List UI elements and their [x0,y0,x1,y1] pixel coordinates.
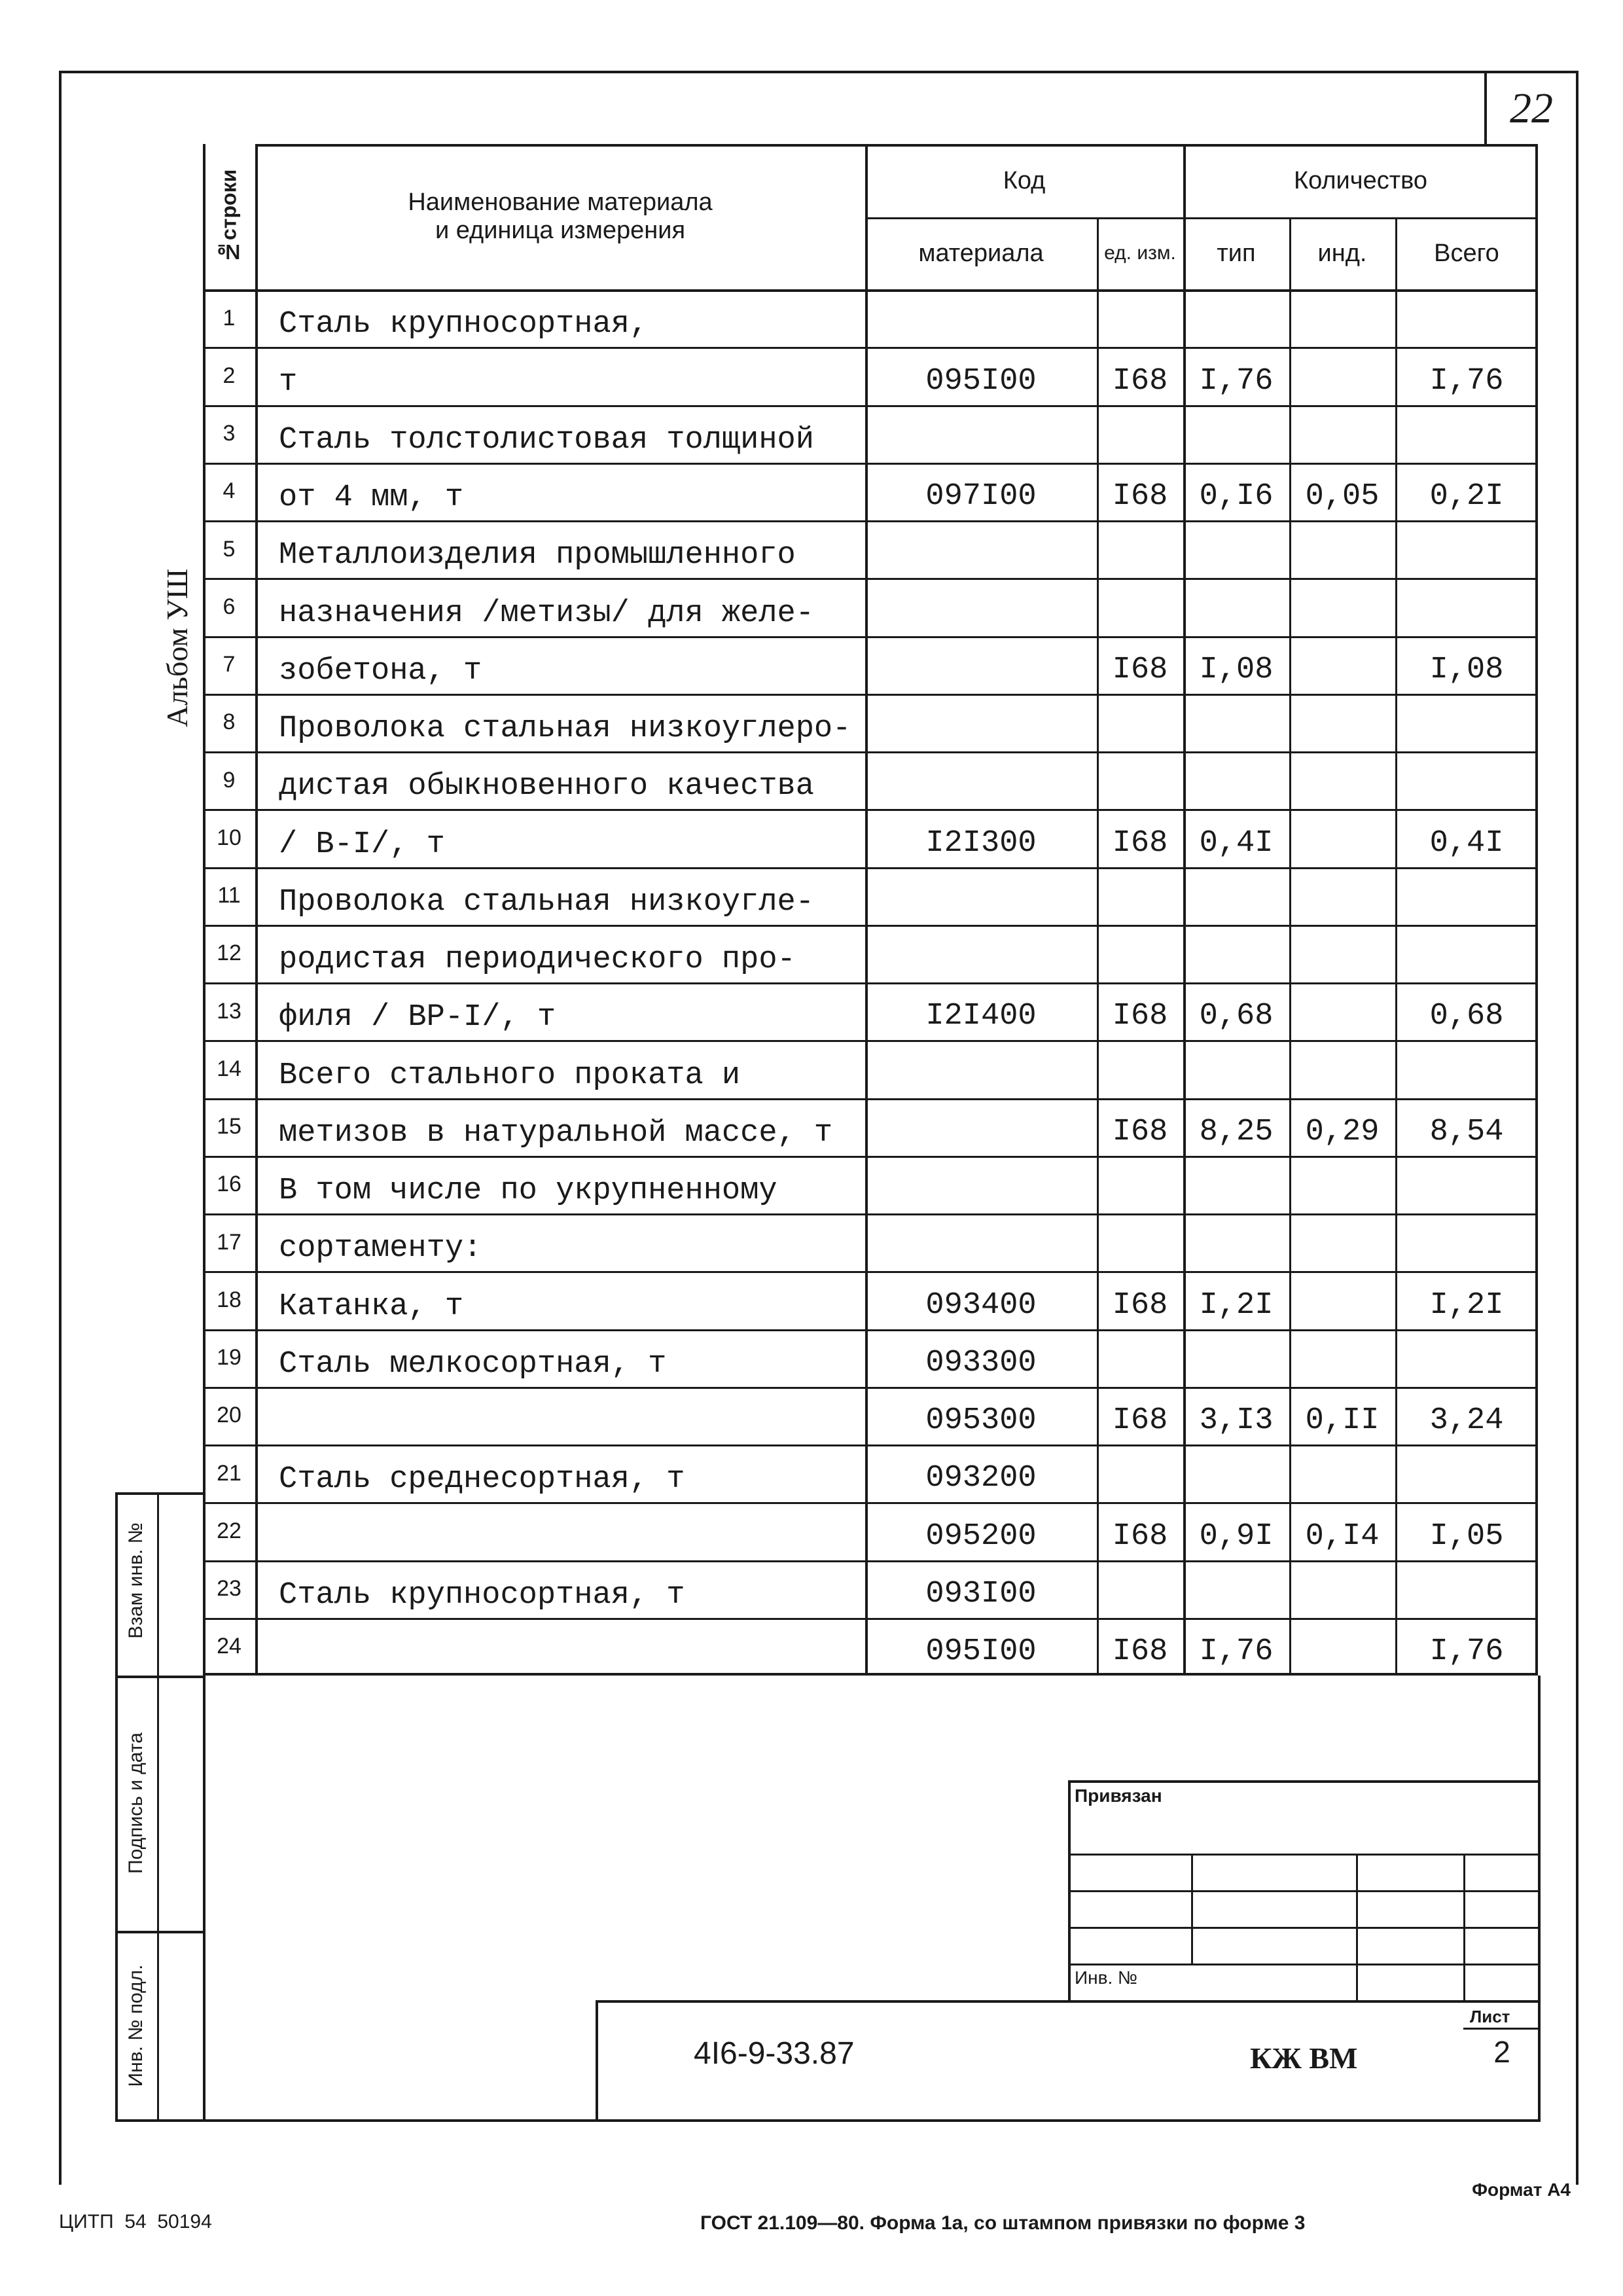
material-name [255,1387,865,1444]
qty-ind [1289,1271,1395,1329]
qty-ind: 0,I4 [1305,1518,1380,1554]
qty-ind: 0,05 [1305,479,1380,514]
material-code: 093200 [925,1461,1037,1496]
qty-type: 0,I6 [1199,479,1274,514]
unit-code [1097,520,1183,578]
material-name: дистая обыкновенного качества [279,769,814,804]
material-code [865,578,1097,636]
qty-total: 8,54 [1429,1114,1504,1149]
row-number: 12 [217,941,241,966]
unit-code: I68 [1112,652,1168,687]
row-number: 4 [223,478,236,504]
qty-total [1395,925,1538,982]
qty-ind [1289,1560,1395,1618]
material-code [865,1156,1097,1213]
qty-ind [1289,809,1395,867]
qty-total: I,05 [1429,1518,1504,1554]
unit-code: I68 [1112,1518,1168,1554]
material-code: 093I00 [925,1576,1037,1611]
qty-type [1183,1213,1289,1271]
qty-total [1395,289,1538,347]
qty-total [1395,578,1538,636]
qty-type [1183,289,1289,347]
material-name: Сталь крупносортная, т [279,1577,685,1613]
material-code: 095300 [925,1403,1037,1438]
qty-type: 0,9I [1199,1518,1274,1554]
material-name [255,1618,865,1676]
material-code: 097I00 [925,479,1037,514]
material-code: 093300 [925,1345,1037,1380]
qty-total: I,76 [1429,363,1504,399]
material-name: метизов в натуральной массе, т [279,1115,833,1151]
row-number: 7 [223,652,236,677]
row-number: 15 [217,1114,241,1139]
format-label: Формат А4 [1472,2179,1571,2200]
qty-type: I,2I [1199,1287,1274,1323]
qty-type [1183,1329,1289,1387]
material-code: 095I00 [925,1634,1037,1669]
qty-ind [1289,1213,1395,1271]
material-name: филя / ВР-I/, т [279,1000,556,1035]
frame-right [1576,71,1578,2185]
header-ind: инд. [1317,239,1367,267]
row-number: 11 [217,883,241,908]
row-number: 2 [223,363,236,388]
unit-code: I68 [1112,363,1168,399]
qty-type [1183,520,1289,578]
row-number: 5 [223,536,236,562]
qty-ind: 0,29 [1305,1114,1380,1149]
qty-type: I,08 [1199,652,1274,687]
material-code [865,1213,1097,1271]
qty-total [1395,1213,1538,1271]
unit-code [1097,1560,1183,1618]
qty-ind [1289,578,1395,636]
qty-type: 3,I3 [1199,1403,1274,1438]
inv-no-label: Инв. № [1075,1967,1138,1988]
material-code [865,289,1097,347]
margin-label-vzam: Взам инв. № [125,1522,147,1639]
unit-code: I68 [1112,999,1168,1034]
qty-ind [1289,1040,1395,1098]
unit-code [1097,405,1183,463]
qty-total: I,08 [1429,652,1504,687]
qty-ind [1289,925,1395,982]
qty-type [1183,751,1289,809]
unit-code: I68 [1112,479,1168,514]
qty-type: I,76 [1199,363,1274,399]
material-code [865,1040,1097,1098]
row-number: 6 [223,594,236,619]
qty-total: I,76 [1429,1634,1504,1669]
frame-left [59,71,62,2185]
footer-left: ЦИТП 54 50194 [59,2211,212,2233]
doc-mark: КЖ ВМ [1250,2041,1358,2075]
material-code [865,520,1097,578]
row-number: 9 [223,767,236,793]
header-name-line2: и единица измерения [435,217,686,244]
bottom-border [203,2119,1541,2122]
row-number: 8 [223,709,236,735]
material-name: Проволока стальная низкоуглеро- [279,711,851,746]
row-number: 23 [217,1576,241,1602]
unit-code [1097,1329,1183,1387]
qty-ind [1289,1444,1395,1502]
row-number: 13 [217,998,241,1024]
row-number: 14 [217,1056,241,1081]
qty-type [1183,925,1289,982]
material-code [865,925,1097,982]
qty-total [1395,694,1538,751]
material-name: / В-I/, т [279,827,445,862]
frame-top [59,71,1578,73]
unit-code [1097,751,1183,809]
album-label: Альбом УШ [160,568,194,728]
unit-code: I68 [1112,1287,1168,1323]
row-number: 10 [217,825,241,850]
material-code: I2I300 [925,825,1037,861]
qty-total: 0,4I [1429,825,1504,861]
qty-ind [1289,867,1395,925]
qty-type [1183,578,1289,636]
material-name: зобетона, т [279,653,482,689]
qty-ind [1289,636,1395,694]
qty-total [1395,1444,1538,1502]
material-name: Сталь среднесортная, т [279,1462,685,1498]
material-code [865,636,1097,694]
row-number: 24 [217,1634,241,1659]
row-number: 22 [217,1518,241,1543]
material-name: родистая периодического про- [279,942,796,977]
unit-code [1097,578,1183,636]
material-name: назначения /метизы/ для желе- [279,596,814,631]
qty-ind [1289,1156,1395,1213]
material-name: от 4 мм, т [279,480,464,515]
row-number: 3 [223,421,236,446]
header-row-number: №строки [217,169,241,264]
qty-ind [1289,405,1395,463]
unit-code [1097,1213,1183,1271]
list-number: 2 [1493,2035,1510,2069]
header-name-line1: Наименование материала [408,188,713,216]
row-number: 18 [217,1287,241,1312]
unit-code [1097,1444,1183,1502]
qty-total: 0,68 [1429,999,1504,1034]
qty-total [1395,1329,1538,1387]
unit-code [1097,867,1183,925]
margin-label-podpis: Подпись и дата [125,1732,147,1874]
row-number: 20 [217,1403,241,1428]
header-code: Код [1003,166,1046,194]
material-name: Металлоизделия промышленного [279,538,796,573]
material-name: Сталь толстолистовая толщиной [279,422,814,457]
header-material: материала [918,239,1044,267]
material-name: сортаменту: [279,1231,482,1266]
header-quantity: Количество [1293,166,1428,194]
row-number: 19 [217,1345,241,1371]
qty-ind [1289,1618,1395,1676]
qty-type: 0,68 [1199,999,1274,1034]
qty-total [1395,1560,1538,1618]
qty-total [1395,867,1538,925]
material-name: т [279,365,298,400]
unit-code: I68 [1112,1634,1168,1669]
unit-code [1097,289,1183,347]
gost-form-note: ГОСТ 21.109—80. Форма 1а, со штампом привязки по форме 3 [700,2212,1306,2234]
row-number: 21 [217,1460,241,1486]
material-name: В том числе по укрупненному [279,1174,777,1208]
materials-table [203,144,1538,1676]
unit-code: I68 [1112,1114,1168,1149]
row-number: 17 [217,1229,241,1255]
qty-type [1183,1156,1289,1213]
sheet-number: 22 [1510,84,1553,132]
material-code [865,694,1097,751]
material-name: Катанка, т [279,1289,464,1324]
qty-total: 0,2I [1429,479,1504,514]
header-type: тип [1217,239,1256,267]
qty-type: 8,25 [1199,1114,1274,1149]
margin-label-inv: Инв. № подл. [125,1964,147,2087]
qty-total [1395,405,1538,463]
qty-type: 0,4I [1199,825,1274,861]
unit-code: I68 [1112,1403,1168,1438]
material-name: Всего стального проката и [279,1058,741,1093]
doc-code: 4I6-9-33.87 [694,2036,855,2071]
material-code: 095I00 [925,363,1037,399]
material-code: 095200 [925,1518,1037,1554]
row-number: 1 [223,305,236,331]
qty-total [1395,1040,1538,1098]
qty-type: I,76 [1199,1634,1274,1669]
qty-ind [1289,520,1395,578]
qty-ind [1289,1329,1395,1387]
unit-code [1097,1040,1183,1098]
qty-total [1395,520,1538,578]
qty-ind: 0,II [1305,1403,1380,1438]
header-unit: ед. изм. [1104,242,1176,264]
qty-total [1395,751,1538,809]
privyazan-label: Привязан [1075,1785,1162,1806]
unit-code [1097,1156,1183,1213]
material-code: I2I400 [925,999,1037,1034]
material-name: Сталь крупносортная, [279,307,649,342]
material-code: 093400 [925,1287,1037,1323]
header-total: Всего [1434,239,1499,267]
material-name [255,1502,865,1560]
qty-type [1183,1560,1289,1618]
qty-type [1183,1040,1289,1098]
qty-type [1183,694,1289,751]
qty-total: I,2I [1429,1287,1504,1323]
unit-code [1097,925,1183,982]
qty-total: 3,24 [1429,1403,1504,1438]
material-name: Проволока стальная низкоугле- [279,884,814,920]
qty-ind [1289,982,1395,1040]
qty-ind [1289,347,1395,404]
list-label: Лист [1470,2007,1510,2026]
qty-ind [1289,289,1395,347]
row-number: 16 [217,1172,241,1197]
material-name: Сталь мелкосортная, т [279,1346,667,1382]
material-code [865,405,1097,463]
qty-ind [1289,694,1395,751]
material-code [865,867,1097,925]
qty-total [1395,1156,1538,1213]
qty-type [1183,405,1289,463]
material-code [865,751,1097,809]
qty-type [1183,1444,1289,1502]
material-code [865,1098,1097,1156]
unit-code [1097,694,1183,751]
header-name [255,144,865,289]
qty-ind [1289,751,1395,809]
unit-code: I68 [1112,825,1168,861]
qty-type [1183,867,1289,925]
